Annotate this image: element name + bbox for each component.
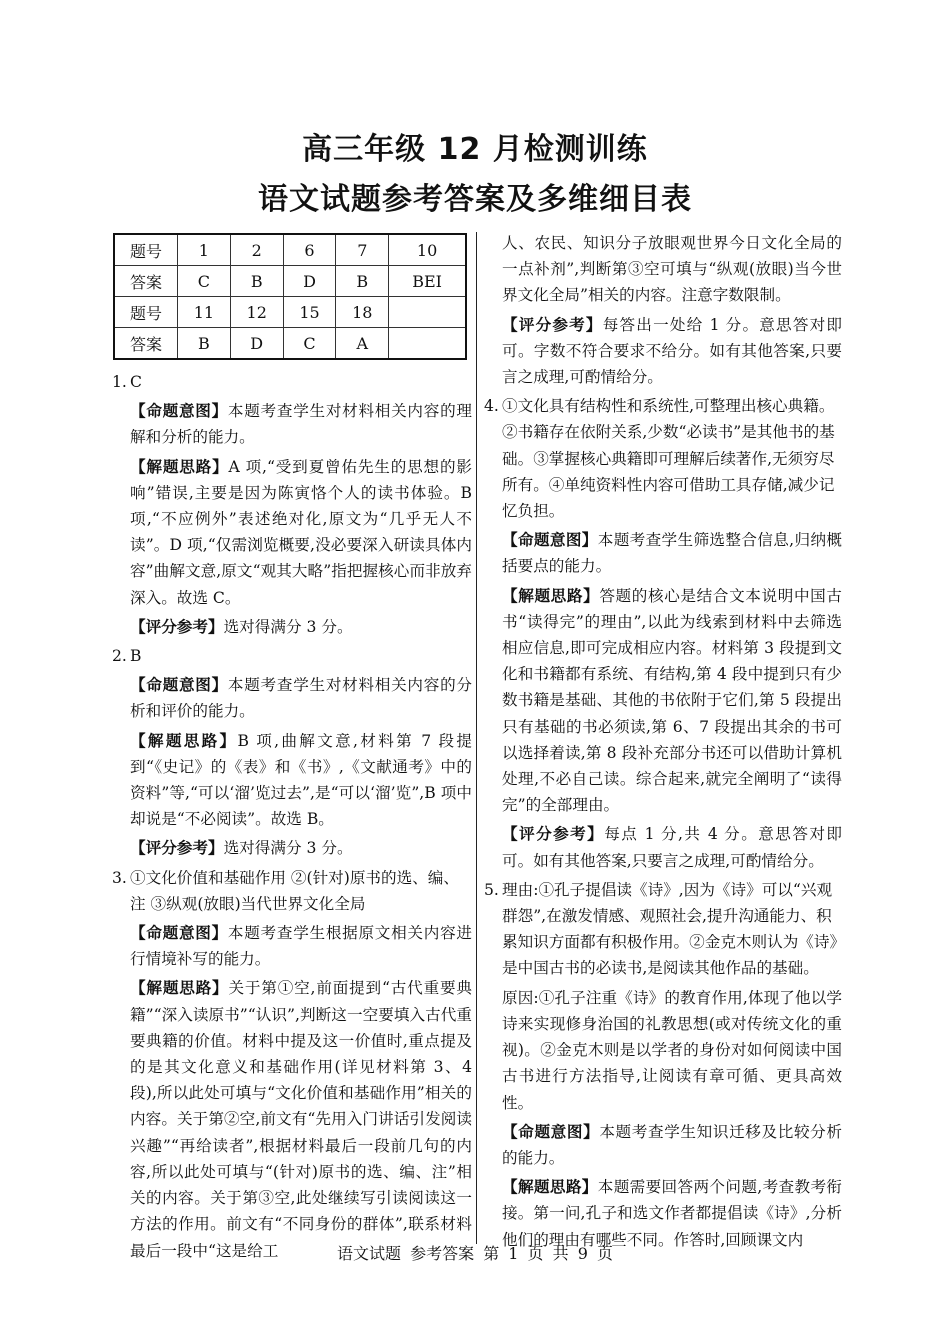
answer-table-cell: 6 [283, 234, 336, 266]
answer-table-row [114, 328, 466, 360]
q3-score: 【评分参考】每答出一处给 1 分。意思答对即可。字数不符合要求不给分。如有其他答案,只要言之成理,可酌情给分。 [502, 315, 842, 387]
answer-table-cell [389, 297, 466, 328]
answer-table-cell: D [283, 266, 336, 297]
column-divider [476, 232, 477, 1244]
q2-number: 2. [112, 647, 127, 666]
answer-table-header-cell: 答案 [114, 328, 178, 360]
q2-intent: 【命题意图】本题考查学生对材料相关内容的分析和评价的能力。 [130, 676, 472, 721]
q5-solution: 【解题思路】本题需要回答两个问题,考查教考衔接。第一问,孔子和选文作者都提倡读《诗》,分析他们的理由有哪些不同。作答时,回顾课文内 [502, 1178, 842, 1249]
answer-table-cell: B [336, 266, 389, 297]
q4-score: 【评分参考】每点 1 分,共 4 分。意思答对即可。如有其他答案,只要言之成理,可酌情给分。 [502, 825, 842, 870]
answer-table-cell [389, 328, 466, 360]
answer-table [113, 233, 467, 360]
doc-subtitle: 语文试题参考答案及多维细目表 [258, 182, 692, 217]
answer-table-cell: BEI [389, 266, 466, 297]
q1-answer: 1. C [112, 369, 472, 395]
answer-table-header-cell: 答案 [114, 266, 178, 297]
answer-table-cell: 15 [283, 297, 336, 328]
answer-table-cell: C [178, 266, 231, 297]
q2-solution: 【解题思路】B 项,曲解文意,材料第 7 段提到“《史记》的《表》和《书》,《文献通考》中的资料”等,“可以‘溜’览过去”,是“可以‘溜’览”,B 项中却说是“不必阅读”。故选 B。 [130, 731, 472, 829]
q5-cause: 原因:①孔子注重《诗》的教育作用,体现了他以学诗来实现修身治国的礼教思想(或对传统文化的重视)。②金克木则是以学者的身份对如何阅读中国古书进行方法指导,让阅读有章可循、更具高效性。 [502, 988, 842, 1112]
answer-table-cell: A [336, 328, 389, 360]
answer-table-cell: 2 [230, 234, 283, 266]
q5-reason: 5. 理由:①孔子提倡读《诗》,因为《诗》可以“兴观群怨”,在激发情感、观照社会,提升沟通能力、积累知识方面都有积极作用。②金克木则认为《诗》是中国古书的必读书,是阅读其他作品的基础。 [484, 877, 842, 982]
answer-table-cell: C [283, 328, 336, 360]
page-footer: 语文试题 参考答案 第 1 页 共 9 页 [337, 1244, 613, 1263]
answer-table-cell: 10 [389, 234, 466, 266]
q1-solution: 【解题思路】A 项,“受到夏曾佑先生的思想的影响”错误,主要是因为陈寅恪个人的读书体验。B 项,“不应例外”表述绝对化,原文为“几乎无人不读”。D 项,“仅需浏览概要,没必要深入研读具体内容”曲解文意,原文“观其大略”指把握核心而非放弃深入。故选 C。 [130, 457, 472, 607]
answer-table-cell: 12 [230, 297, 283, 328]
q4-number: 4. [484, 397, 499, 416]
answer-table-header-cell: 题号 [114, 234, 178, 266]
doc-title: 高三年级 12 月检测训练 [302, 132, 648, 167]
answer-table-cell: 11 [178, 297, 231, 328]
q1-score: 【评分参考】选对得满分 3 分。 [130, 617, 353, 636]
answer-table-header-cell: 题号 [114, 297, 178, 328]
q3-solution: 【解题思路】关于第①空,前面提到“古代重要典籍”“深入读原书”“认识”,判断这一空要填入古代重要典籍的价值。材料中提及这一价值时,重点提及的是其文化意义和基础作用(详见材料第 3、4 段),所以此处可填与“文化价值和基础作用”相关的内容。关于第②空,前文有“先用入门讲话引发阅读兴趣”“再给读者”,根据材料最后一段前几句的内容,所以此处可填与“(针对)原书的选、编、注”相关的内容。关于第③空,此处继续写引读阅读这一方法的作用。前文有“不同身份的群体”,联系材料最后一段中“这是给工 [130, 979, 472, 1260]
answer-table-cell: 7 [336, 234, 389, 266]
q5-intent: 【命题意图】本题考查学生知识迁移及比较分析的能力。 [502, 1122, 842, 1167]
q3-intent: 【命题意图】本题考查学生根据原文相关内容进行情境补写的能力。 [130, 924, 472, 969]
answer-table-row [114, 297, 466, 328]
answer-table-cell: B [230, 266, 283, 297]
q2-score: 【评分参考】选对得满分 3 分。 [130, 839, 353, 858]
q3-answer: 3. ①文化价值和基础作用 ②(针对)原书的选、编、注 ③纵观(放眼)当代世界文化全局 [112, 865, 472, 917]
q3-number: 3. [112, 868, 127, 887]
answer-table-row [114, 234, 466, 266]
q5-number: 5. [484, 880, 499, 899]
answer-table-cell: 1 [178, 234, 231, 266]
q4-answer: 4. ①文化具有结构性和系统性,可整理出核心典籍。②书籍存在依附关系,少数“必读书”是其他书的基础。③掌握核心典籍即可理解后续著作,无须穷尽所有。④单纯资料性内容可借助工具存储,减少记忆负担。 [484, 393, 842, 524]
answer-table-cell: 18 [336, 297, 389, 328]
left-column [112, 369, 472, 1267]
q2-answer: 2. B [112, 643, 472, 669]
answer-table-cell: B [178, 328, 231, 360]
q1-number: 1. [112, 373, 127, 391]
q1-intent: 【命题意图】本题考查学生对材料相关内容的理解和分析的能力。 [130, 402, 472, 447]
q4-solution: 【解题思路】答题的核心是结合文本说明中国古书“读得完”的理由”,以此为线索到材料中去筛选相应信息,即可完成相应内容。材料第 3 段提到文化和书籍都有系统、有结构,第 4 段中提到只有少数书籍是基础、其他的书依附于它们,第 5 段提出只有基础的书必须读,第 6、7 段提出其余的书可以选择着读,第 8 段补充部分书还可以借助计算机处理,不必自己读。综合起来,就完全阐明了“读得完”的全部理由。 [502, 586, 842, 815]
q4-intent: 【命题意图】本题考查学生筛选整合信息,归纳概括要点的能力。 [502, 531, 842, 576]
answer-table-cell: D [230, 328, 283, 360]
answer-table-row [114, 266, 466, 297]
right-column [484, 230, 842, 1256]
q3-solution-continued: 人、农民、知识分子放眼观世界今日文化全局的一点补剂”,判断第③空可填与“纵观(放眼)当今世界文化全局”相关的内容。注意字数限制。 [502, 234, 842, 305]
